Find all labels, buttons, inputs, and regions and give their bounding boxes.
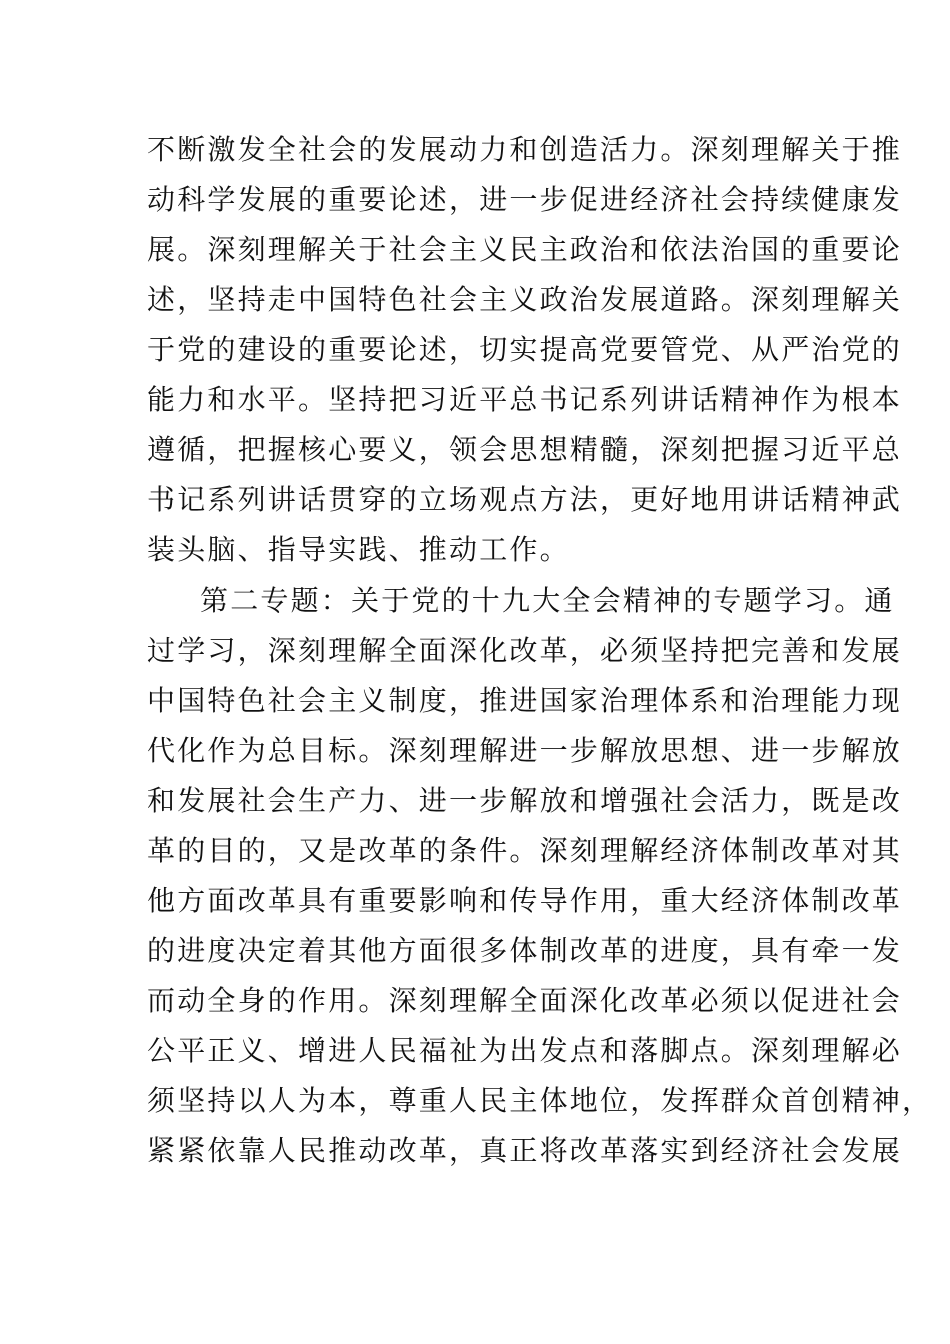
text-line: 而动全身的作用。深刻理解全面深化改革必须以促进社会 — [147, 984, 903, 1017]
text-line: 述，坚持走中国特色社会主义政治发展道路。深刻理解关 — [147, 283, 903, 316]
text-line: 中国特色社会主义制度，推进国家治理体系和治理能力现 — [147, 684, 903, 717]
text-line: 公平正义、增进人民福祉为出发点和落脚点。深刻理解必 — [147, 1034, 903, 1067]
text-line: 革的目的，又是改革的条件。深刻理解经济体制改革对其 — [147, 834, 903, 867]
text-line: 装头脑、指导实践、推动工作。 — [147, 533, 570, 566]
text-line: 的进度决定着其他方面很多体制改革的进度，具有牵一发 — [147, 934, 903, 967]
section-heading-line: 第二专题：关于党的十九大全会精神的专题学习。通 — [200, 584, 895, 617]
text-line: 于党的建设的重要论述，切实提高党要管党、从严治党的 — [147, 333, 903, 366]
text-line: 紧紧依靠人民推动改革，真正将改革落实到经济社会发展 — [147, 1134, 903, 1167]
text-line: 和发展社会生产力、进一步解放和增强社会活力，既是改 — [147, 784, 903, 817]
text-line: 代化作为总目标。深刻理解进一步解放思想、进一步解放 — [147, 734, 903, 767]
text-line: 能力和水平。坚持把习近平总书记系列讲话精神作为根本 — [147, 383, 903, 416]
text-line: 不断激发全社会的发展动力和创造活力。深刻理解关于推 — [147, 133, 903, 166]
text-line: 书记系列讲话贯穿的立场观点方法，更好地用讲话精神武 — [147, 483, 903, 516]
text-line: 须坚持以人为本，尊重人民主体地位，发挥群众首创精神， — [147, 1084, 933, 1117]
text-line: 遵循，把握核心要义，领会思想精髓，深刻把握习近平总 — [147, 433, 903, 466]
text-line: 展。深刻理解关于社会主义民主政治和依法治国的重要论 — [147, 233, 903, 266]
text-line: 动科学发展的重要论述，进一步促进经济社会持续健康发 — [147, 183, 903, 216]
text-line: 他方面改革具有重要影响和传导作用，重大经济体制改革 — [147, 884, 903, 917]
text-line: 过学习，深刻理解全面深化改革，必须坚持把完善和发展 — [147, 634, 903, 667]
